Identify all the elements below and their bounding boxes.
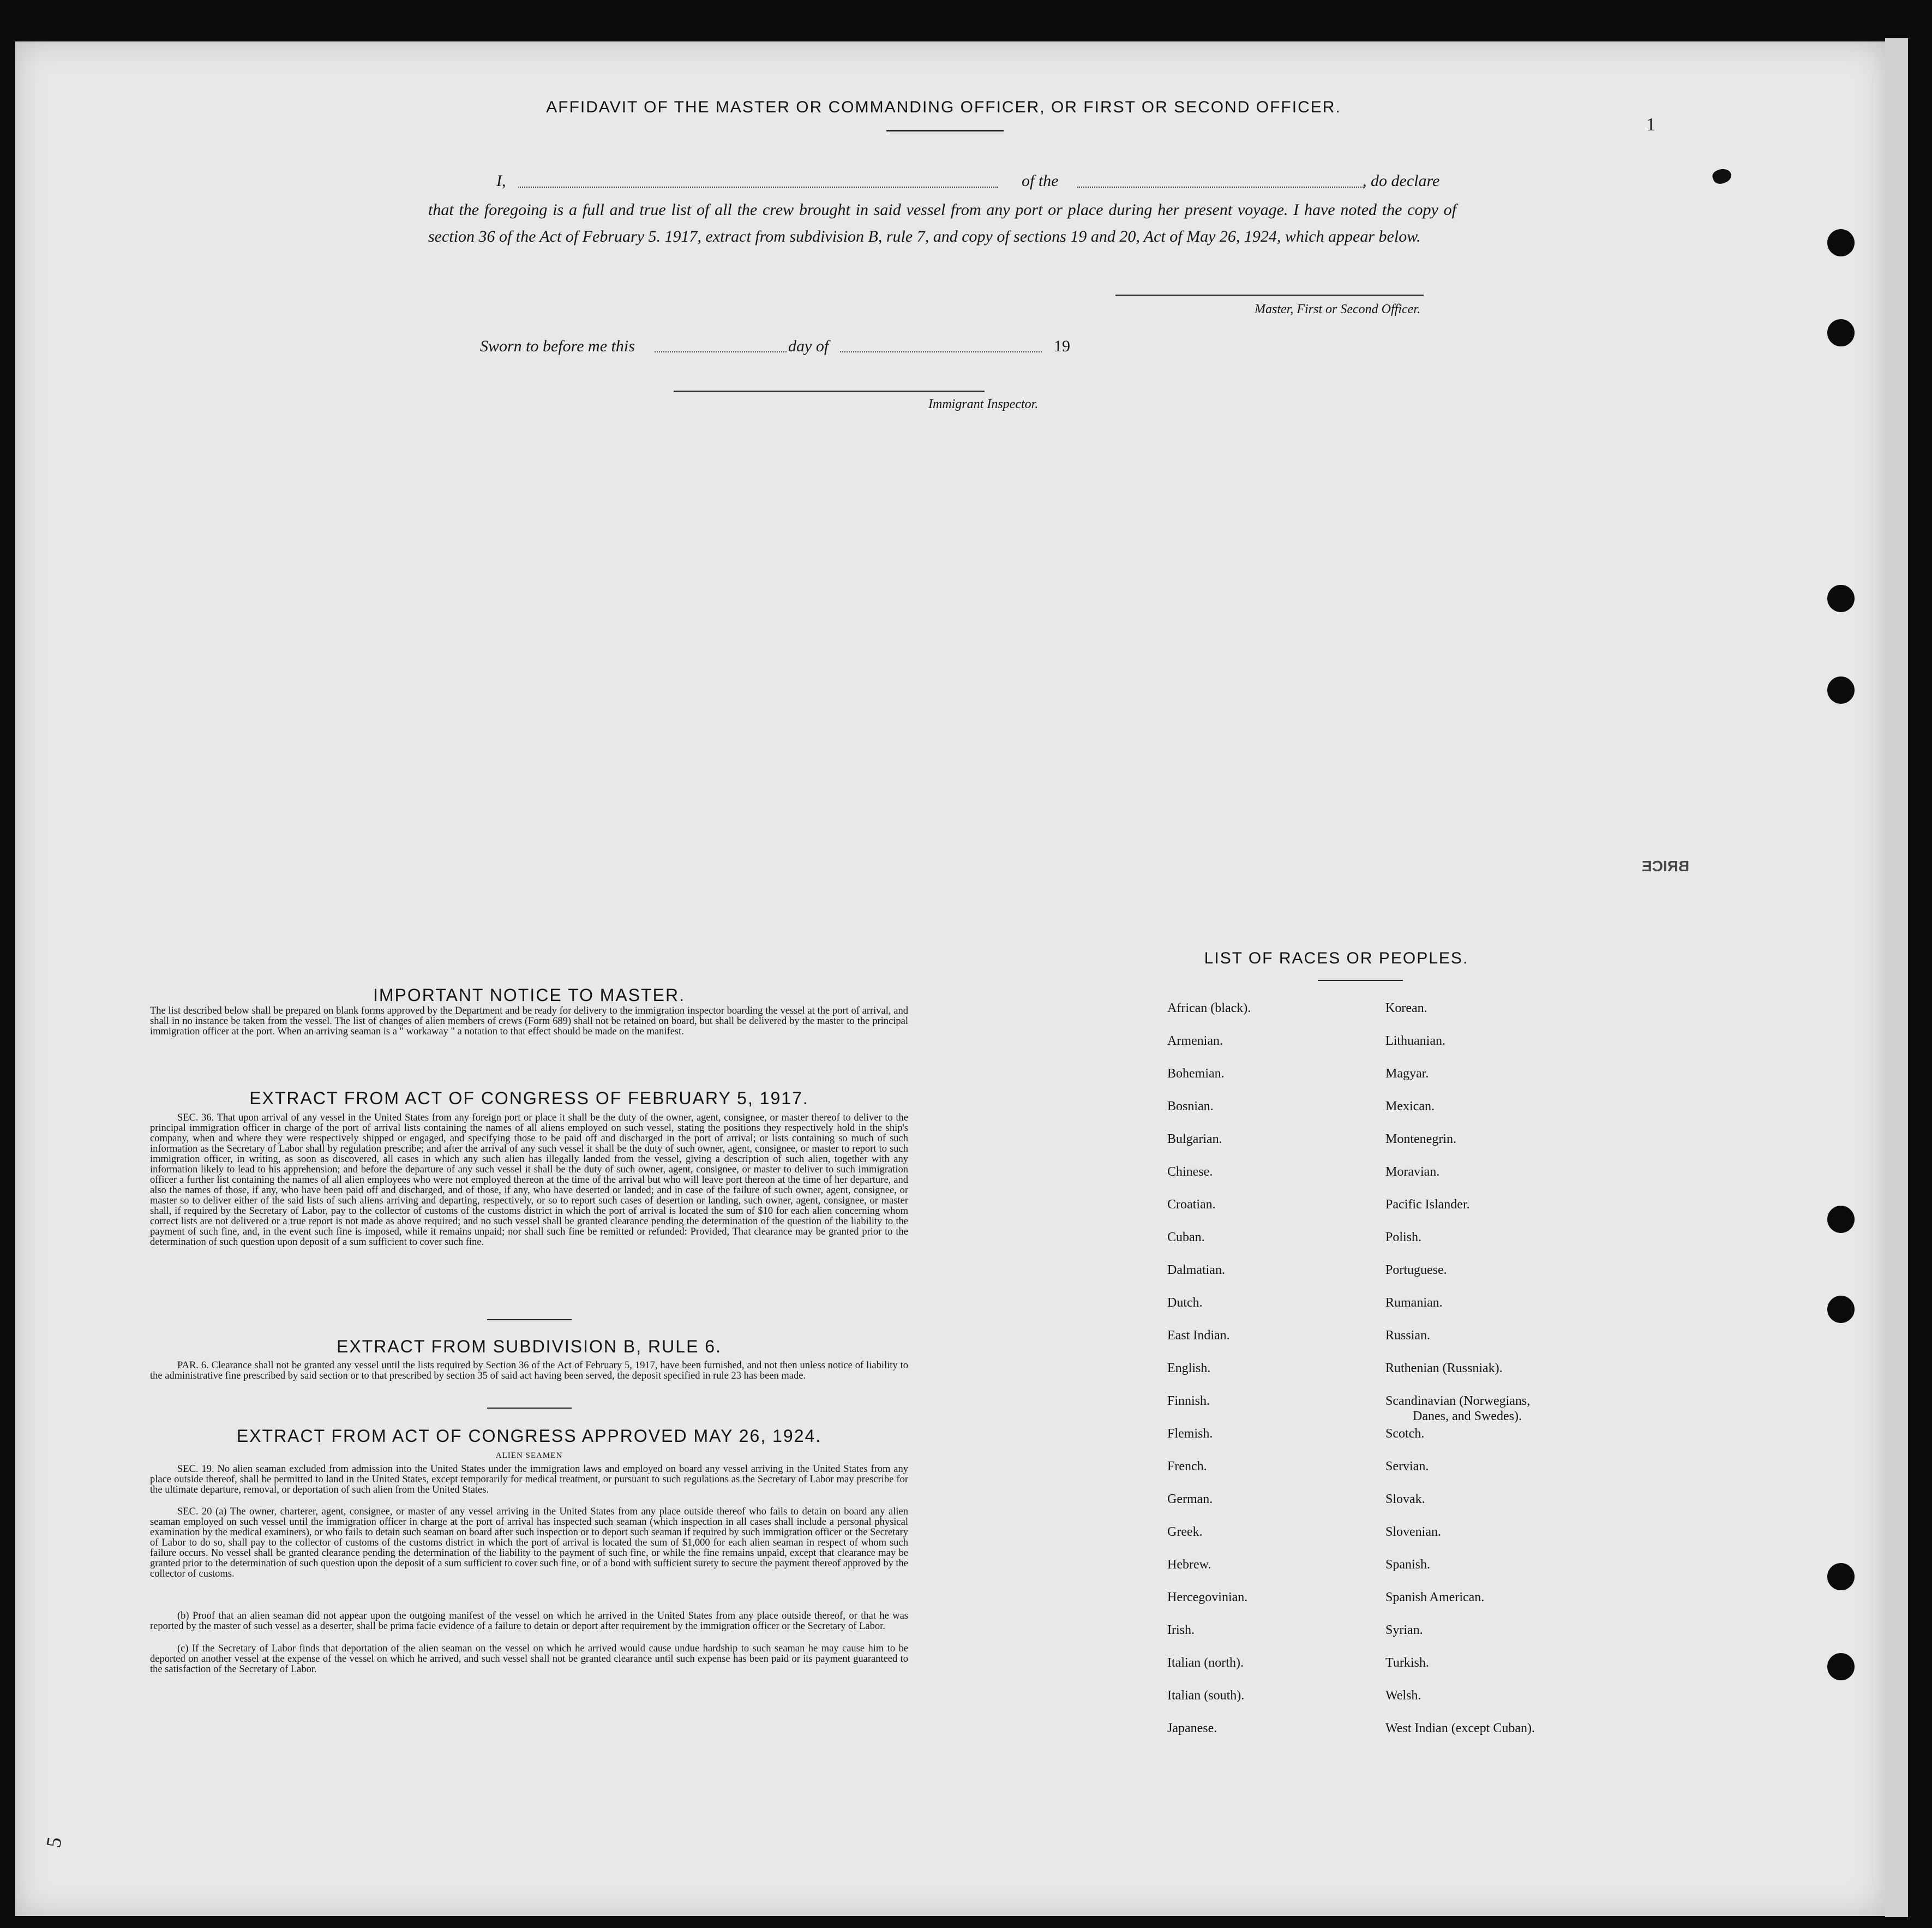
races-title-rule bbox=[1318, 980, 1403, 981]
race-item: Servian. bbox=[1385, 1459, 1429, 1474]
binder-hole bbox=[1827, 1296, 1855, 1323]
race-item: Korean. bbox=[1385, 1001, 1427, 1015]
notice-title: IMPORTANT NOTICE TO MASTER. bbox=[373, 985, 685, 1005]
race-item: English. bbox=[1167, 1361, 1211, 1375]
affidavit-of-the: of the bbox=[1022, 172, 1059, 190]
race-item: Pacific Islander. bbox=[1385, 1197, 1470, 1212]
race-item: German. bbox=[1167, 1492, 1213, 1506]
affidavit-declare: , do declare bbox=[1363, 172, 1440, 190]
race-item: Bulgarian. bbox=[1167, 1132, 1222, 1146]
document-sheet bbox=[15, 41, 1885, 1916]
affidavit-title-rule bbox=[886, 130, 1004, 131]
race-item: Flemish. bbox=[1167, 1427, 1213, 1441]
race-item: Hebrew. bbox=[1167, 1558, 1211, 1572]
race-item: Syrian. bbox=[1385, 1623, 1423, 1637]
race-item: Dutch. bbox=[1167, 1296, 1203, 1310]
race-item: Japanese. bbox=[1167, 1721, 1217, 1735]
race-item: Welsh. bbox=[1385, 1689, 1421, 1703]
extract-rule6-body: PAR. 6. Clearance shall not be granted any vessel until the lists required by Section 36 of the Act of February 5, 1917, have been furnished, and not then unless notice of liability to the administrative fine prescribed by said section or to that prescribed by section 35 of said act having been served, the deposit specified in rule 23 has been made. bbox=[150, 1360, 908, 1381]
binder-hole bbox=[1827, 1206, 1855, 1233]
race-item: Rumanian. bbox=[1385, 1296, 1443, 1310]
extract-rule6-title: EXTRACT FROM SUBDIVISION B, RULE 6. bbox=[337, 1337, 722, 1356]
race-item: Slovenian. bbox=[1385, 1525, 1441, 1539]
bottom-left-mark: 5 bbox=[42, 1835, 67, 1850]
race-item: Armenian. bbox=[1167, 1034, 1223, 1048]
race-item: Dalmatian. bbox=[1167, 1263, 1225, 1277]
sworn-prefix: Sworn to before me this bbox=[480, 337, 635, 355]
inspector-signature-line bbox=[674, 391, 985, 392]
race-item: Danes, and Swedes). bbox=[1413, 1409, 1522, 1423]
race-item: Portuguese. bbox=[1385, 1263, 1447, 1277]
sworn-year: 19 bbox=[1054, 337, 1070, 355]
binder-hole bbox=[1827, 585, 1855, 612]
affidavit-title: AFFIDAVIT OF THE MASTER OR COMMANDING OFFICER, OR FIRST OR SECOND OFFICER. bbox=[546, 98, 1341, 116]
binding-edge bbox=[1885, 38, 1908, 1917]
race-item: African (black). bbox=[1167, 1001, 1251, 1015]
race-item: Spanish. bbox=[1385, 1558, 1431, 1572]
notice-body: The list described below shall be prepared on blank forms approved by the Department and be ready for delivery to the immigration inspector boarding the vessel at the port of arrival, and shall in no instance be taken from the vessel. The list of changes of alien members of crews (Form 689) shall not be retained on board, but shall be delivered by the master to the principal immigration officer at the port. When an arriving seaman is a " workaway " a notation to that effect should be made on the manifest. bbox=[150, 1005, 908, 1037]
race-item: Russian. bbox=[1385, 1328, 1431, 1343]
sworn-day-of: day of bbox=[788, 337, 829, 355]
master-name-line bbox=[518, 187, 998, 188]
binder-hole bbox=[1827, 676, 1855, 704]
race-item: Hercegovinian. bbox=[1167, 1590, 1248, 1604]
binder-hole bbox=[1827, 229, 1855, 256]
race-item: Turkish. bbox=[1385, 1656, 1429, 1670]
race-item: West Indian (except Cuban). bbox=[1385, 1721, 1535, 1735]
extract-1924-subtitle: ALIEN SEAMEN bbox=[495, 1451, 563, 1460]
extract-1924-sec20b: (b) Proof that an alien seaman did not appear upon the outgoing manifest of the vessel on which he arrived in the United States from any place outside thereof, or that he was reported by the master of such vessel as a deserter, shall be prima facie evidence of a failure to detain or deport after requirement by the immigration officer or the Secretary of Labor. bbox=[150, 1610, 908, 1632]
extract-1917-body: SEC. 36. That upon arrival of any vessel in the United States from any foreign port or place it shall be the duty of the owner, agent, consignee, or master thereof to deliver to the principal immigration officer in charge of the port of arrival lists containing the names of all aliens employed on such vessel, stating the positions they respectively hold in the ship's company, when and where they were respectively shipped or engaged, and specifying those to be paid off and discharged in the port of arrival; or lists containing so much of such information as the Secretary of Labor shall by regulation prescribe; and after the arrival of any such vessel it shall be the duty of such owner, agent, consignee, or master to report to such immigration officer, in writing, as soon as discovered, all cases in which any such alien has illegally landed from the vessel, giving a description of such alien, together with any information likely to lead to his apprehension; and before the departure of any such vessel it shall be the duty of such owner, agent, consignee, or master to deliver to such immigration officer a further list containing the names of all alien employees who were not employed thereon at the time of the arrival but who will leave port thereon at the time of her departure, and also the names of those, if any, who have been paid off and discharged, and of those, if any, who have deserted or landed; and in case of the failure of such owner, agent, consignee, or master so to deliver either of the said lists of such aliens arriving and departing, respectively, or so to report such cases of desertion or landing, such owner, agent, consignee, or master shall, if required by the Secretary of Labor, pay to the collector of customs of the customs district in which the port of arrival is located the sum of $10 for each alien concerning whom correct lists are not delivered or a true report is not made as above required; and no such vessel shall be granted clearance pending the determination of the question of the liability to the payment of such fine, and, in the event such fine is imposed, while it remains unpaid; nor shall such fine be remitted or refunded: Provided, That clearance may be granted prior to the determination of such question upon deposit of a sum sufficient to cover such fine. bbox=[150, 1112, 908, 1248]
section-rule bbox=[487, 1408, 572, 1409]
race-item: Irish. bbox=[1167, 1623, 1195, 1637]
race-item: Greek. bbox=[1167, 1525, 1203, 1539]
sworn-month-line bbox=[840, 351, 1042, 352]
master-signature-label: Master, First or Second Officer. bbox=[1255, 302, 1420, 316]
race-item: Lithuanian. bbox=[1385, 1034, 1445, 1048]
race-item: Magyar. bbox=[1385, 1067, 1429, 1081]
race-item: Slovak. bbox=[1385, 1492, 1425, 1506]
sworn-day-line bbox=[655, 351, 787, 352]
extract-1924-title: EXTRACT FROM ACT OF CONGRESS APPROVED MAY 26, 1924. bbox=[236, 1426, 822, 1446]
race-item: Bohemian. bbox=[1167, 1067, 1225, 1081]
page-number: 1 bbox=[1646, 115, 1655, 135]
extract-1917-title: EXTRACT FROM ACT OF CONGRESS OF FEBRUARY 5, 1917. bbox=[249, 1088, 809, 1108]
binder-hole bbox=[1827, 1563, 1855, 1590]
race-item: Cuban. bbox=[1167, 1230, 1205, 1244]
race-item: Bosnian. bbox=[1167, 1099, 1214, 1113]
affidavit-i: I, bbox=[496, 172, 506, 190]
extract-1924-sec20a: SEC. 20 (a) The owner, charterer, agent, consignee, or master of any vessel arriving in the United States from any place outside thereof who fails to detain on board any alien seaman employed on such vessel until the immigration officer in charge at the port of arrival has inspected such seaman (which inspection in all cases shall include a personal physical examination by the medical examiners), or who fails to detain such seaman on board after such inspection or to deport such seaman if required by such immigration officer or the Secretary of Labor to do so, shall pay to the collector of customs of the customs district in which the port of arrival is located the sum of $1,000 for each alien seaman in respect of whom such failure occurs. No vessel shall be granted clearance pending the determination of the liability to the payment of such fine, or while the fine remains unpaid, except that clearance may be granted prior to the determination of such question upon the deposit of a sum sufficient to cover such fine, or of a bond with sufficient surety to secure the payment thereof approved by the collector of customs. bbox=[150, 1506, 908, 1579]
extract-1924-sec19: SEC. 19. No alien seaman excluded from admission into the United States under the immigration laws and employed on board any vessel arriving in the United States from any place outside thereof, shall be permitted to land in the United States, except temporarily for medical treatment, or pursuant to such regulations as the Secretary of Labor may prescribe for the ultimate departure, removal, or deportation of such alien from the United States. bbox=[150, 1464, 908, 1495]
race-item: Scotch. bbox=[1385, 1427, 1425, 1441]
race-item: Spanish American. bbox=[1385, 1590, 1485, 1604]
inspector-label: Immigrant Inspector. bbox=[928, 397, 1039, 411]
race-item: Croatian. bbox=[1167, 1197, 1216, 1212]
race-item: Polish. bbox=[1385, 1230, 1422, 1244]
binder-hole bbox=[1827, 319, 1855, 346]
binder-hole bbox=[1827, 1653, 1855, 1680]
race-item: Chinese. bbox=[1167, 1165, 1213, 1179]
race-item: Scandinavian (Norwegians, bbox=[1385, 1394, 1531, 1408]
affidavit-body: that the foregoing is a full and true list of all the crew brought in said vessel from any port or place during her present voyage. I have noted the copy of section 36 of the Act of February 5. 1917, extract from subdivision B, rule 7, and copy of sections 19 and 20, Act of May 26, 1924, which appear below. bbox=[428, 201, 1456, 246]
race-item: Mexican. bbox=[1385, 1099, 1435, 1113]
race-item: Moravian. bbox=[1385, 1165, 1440, 1179]
race-item: Italian (north). bbox=[1167, 1656, 1244, 1670]
races-title: LIST OF RACES OR PEOPLES. bbox=[1204, 949, 1469, 967]
mirrored-stamp: BRICE bbox=[1642, 858, 1690, 875]
race-item: French. bbox=[1167, 1459, 1207, 1474]
race-item: Montenegrin. bbox=[1385, 1132, 1456, 1146]
race-item: Italian (south). bbox=[1167, 1689, 1245, 1703]
race-item: Finnish. bbox=[1167, 1394, 1210, 1408]
vessel-name-line bbox=[1077, 187, 1364, 188]
race-item: East Indian. bbox=[1167, 1328, 1230, 1343]
extract-1924-sec20c: (c) If the Secretary of Labor finds that deportation of the alien seaman on the vessel on which he arrived would cause undue hardship to such seaman he may cause him to be deported on another vessel at the expense of the vessel on which he arrived, and such vessel shall not be granted clearance until such expense has been paid or its payment guaranteed to the satisfaction of the Secretary of Labor. bbox=[150, 1643, 908, 1675]
race-item: Ruthenian (Russniak). bbox=[1385, 1361, 1503, 1375]
master-signature-line bbox=[1115, 295, 1424, 296]
section-rule bbox=[487, 1319, 572, 1320]
